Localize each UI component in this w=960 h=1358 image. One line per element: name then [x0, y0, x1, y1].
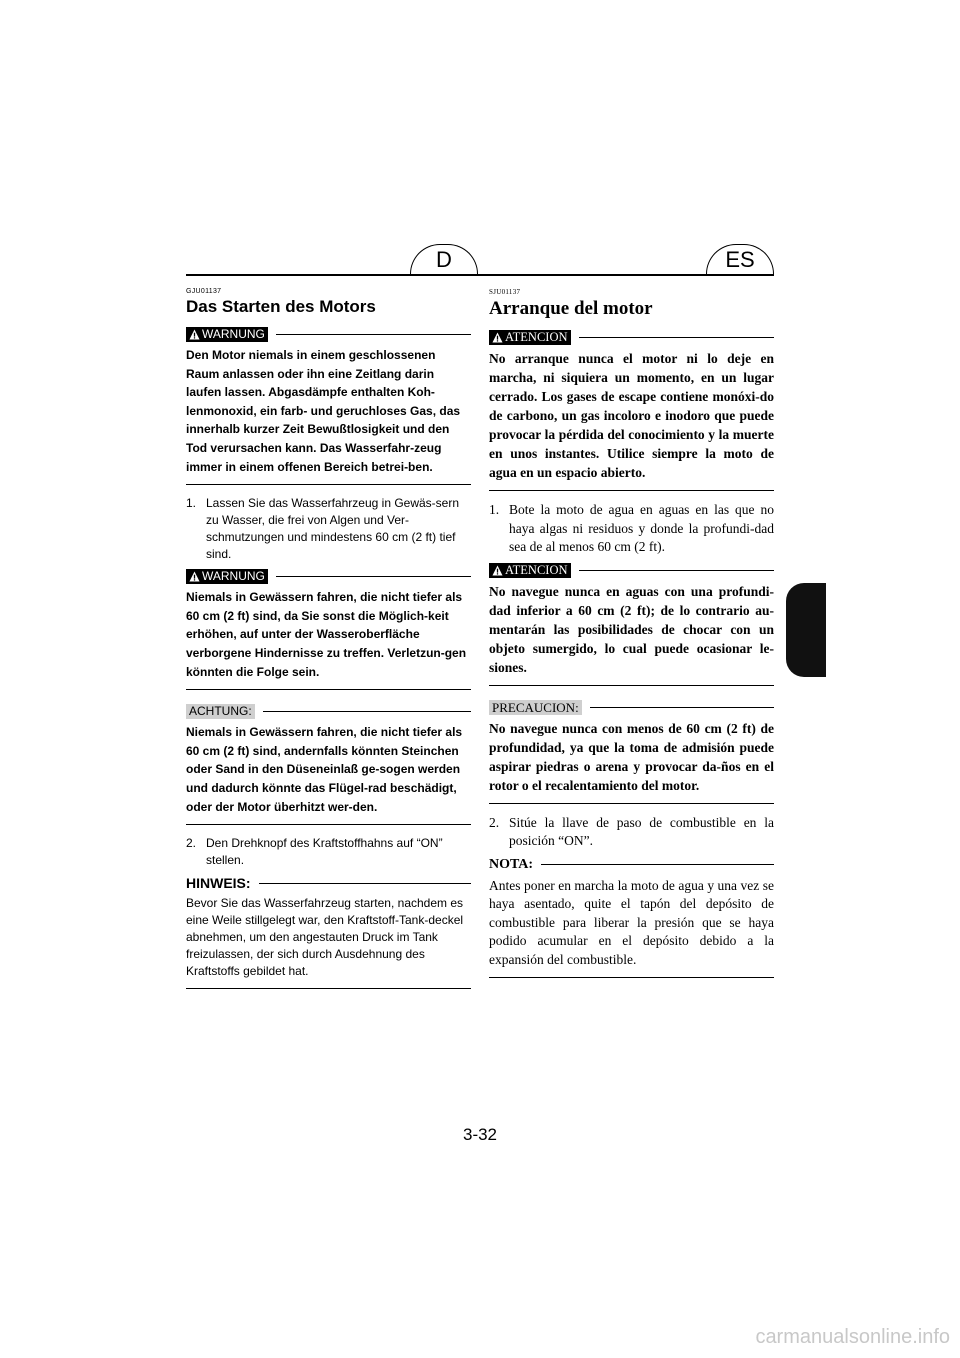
caution-header	[489, 700, 774, 715]
warning-label: WARNUNG	[202, 569, 265, 584]
warning-triangle-icon	[492, 565, 503, 576]
note-text: Bevor Sie das Wasserfahrzeug starten, nachdem es eine Weile stillgelegt war, den Kraftstoff-Tank-deckel abnehmen, um den angestauten Druck im Tank freizulassen, der sich durch Ausdehnung des Kraftstoffs gebildet hat.	[186, 896, 464, 979]
warning-text: Den Motor niemals in einem geschlossenen Raum anlassen oder ihn eine Zeitlang darin laufen lassen. Abgasdämpfe enthalten Koh-lenmonoxid, ein farb- und geruchloses Gas, das innerhalb kurzer Zeit Bewußtlosigkeit und den Tod verursachen kann. Das Wasserfahr-zeug immer in einem offenen Bereich betrei-ben.	[186, 348, 461, 474]
note-label: NOTA:	[489, 856, 534, 872]
warning-header	[489, 330, 774, 345]
warning-triangle-icon	[189, 329, 200, 340]
caution-text: Niemals in Gewässern fahren, die nicht tiefer als 60 cm (2 ft) sind, andernfalls könnten Steinchen oder Sand in den Düseneinlaß ge-sogen werden und dadurch könnte das Flügel-rad beschädigt, oder der Motor überhitzt wer-den.	[186, 725, 463, 814]
warning-line	[579, 337, 775, 338]
caution-line	[590, 707, 774, 708]
warning-badge	[489, 563, 571, 578]
note-label: HINWEIS:	[186, 875, 251, 892]
caution-line	[263, 711, 471, 712]
step-1	[489, 501, 774, 557]
caution-text: No navegue nunca con menos de 60 cm (2 ft) de profundidad, ya que la toma de admisión puede aspirar piedras o arena y provocar da-ños en el rotor o el recalentamiento del motor.	[489, 720, 774, 793]
section-title: Arranque del motor	[489, 298, 653, 319]
divider	[489, 685, 774, 686]
caution-badge: ACHTUNG:	[186, 704, 255, 719]
section-thumb-tab	[786, 583, 826, 677]
step-1	[186, 495, 471, 563]
warning-badge	[186, 327, 268, 342]
step-text: Bote la moto de agua en aguas en las que no haya algas ni residuos y donde la profundi-dad sea de al menos 60 cm (2 ft).	[509, 502, 774, 554]
warning-text: No arranque nunca el motor ni lo deje en marcha, ni siquiera un momento, en un lugar cerrado. Los gases de escape contiene monóxi-do de carbono, un gas incoloro e inodoro que puede provocar la pérdida del conocimiento y la muerte en unos instantes. Utilice siempre la moto de agua en un espacio abierto.	[489, 351, 774, 480]
language-tab-spanish: ES	[706, 244, 774, 274]
divider	[186, 689, 471, 690]
divider	[186, 988, 471, 989]
note-line	[541, 864, 774, 865]
section-code: SJU01137	[489, 288, 521, 296]
step-number: 1.	[186, 496, 197, 511]
warning-label: WARNUNG	[202, 327, 265, 341]
warning-label: ATENCION	[505, 562, 568, 577]
caution-badge: PRECAUCION:	[489, 700, 582, 715]
language-tab-german: D	[410, 244, 478, 274]
section-code: GJU01137	[186, 288, 222, 295]
divider	[186, 824, 471, 825]
step-number: 1.	[489, 502, 500, 517]
warning-header	[186, 569, 471, 584]
warning-header	[186, 327, 471, 342]
divider	[186, 484, 471, 485]
header-rule	[186, 274, 774, 276]
note-header	[186, 875, 471, 891]
note-text: Antes poner en marcha la moto de agua y una vez se haya asentado, quite el tapón del depósito de combustible para liberar la presión que se haya podido acumular en el depósito debido a la expansión del combustible.	[489, 877, 774, 967]
divider	[489, 490, 774, 491]
warning-header	[489, 563, 774, 578]
german-column	[186, 288, 471, 999]
warning-badge	[186, 569, 268, 584]
step-2	[186, 835, 471, 869]
warning-badge	[489, 330, 571, 345]
step-number: 2.	[489, 814, 500, 830]
warning-triangle-icon	[189, 571, 200, 582]
divider	[489, 803, 774, 804]
watermark: carmanualsonline.info	[755, 1326, 950, 1348]
spanish-column	[489, 288, 774, 988]
note-header	[489, 857, 774, 873]
warning-triangle-icon	[492, 332, 503, 343]
warning-text: Niemals in Gewässern fahren, die nicht tiefer als 60 cm (2 ft) sind, da Sie sonst die Möglich-keit erhöhen, auf unter der Wasseroberfläche verborgene Hindernisse zu treffen. Verletzun-gen könnten die Folge sein.	[186, 590, 467, 679]
warning-line	[276, 576, 471, 577]
warning-line	[276, 334, 471, 335]
step-text: Lassen Sie das Wasserfahrzeug in Gewäs-sern zu Wasser, die frei von Algen und Ver-schmutzungen und mindestens 60 cm (2 ft) tief sind.	[206, 496, 460, 562]
step-2	[489, 814, 774, 851]
warning-label: ATENCION	[505, 330, 568, 344]
warning-line	[579, 570, 775, 571]
step-text: Den Drehknopf des Kraftstoffhahns auf “ON” stellen.	[206, 836, 443, 868]
section-title: Das Starten des Motors	[186, 297, 376, 316]
page-number: 3-32	[462, 1125, 498, 1144]
caution-header	[186, 704, 471, 719]
divider	[489, 977, 774, 978]
step-text: Sitúe la llave de paso de combustible en la posición “ON”.	[509, 814, 774, 848]
warning-text: No navegue nunca en aguas con una profundi-dad inferior a 60 cm (2 ft); de lo contrario au-mentarán las posibilidades de chocar con un objeto sumergido, lo cual puede ocasionar le-siones.	[489, 583, 774, 675]
note-line	[259, 883, 471, 884]
step-number: 2.	[186, 836, 197, 851]
